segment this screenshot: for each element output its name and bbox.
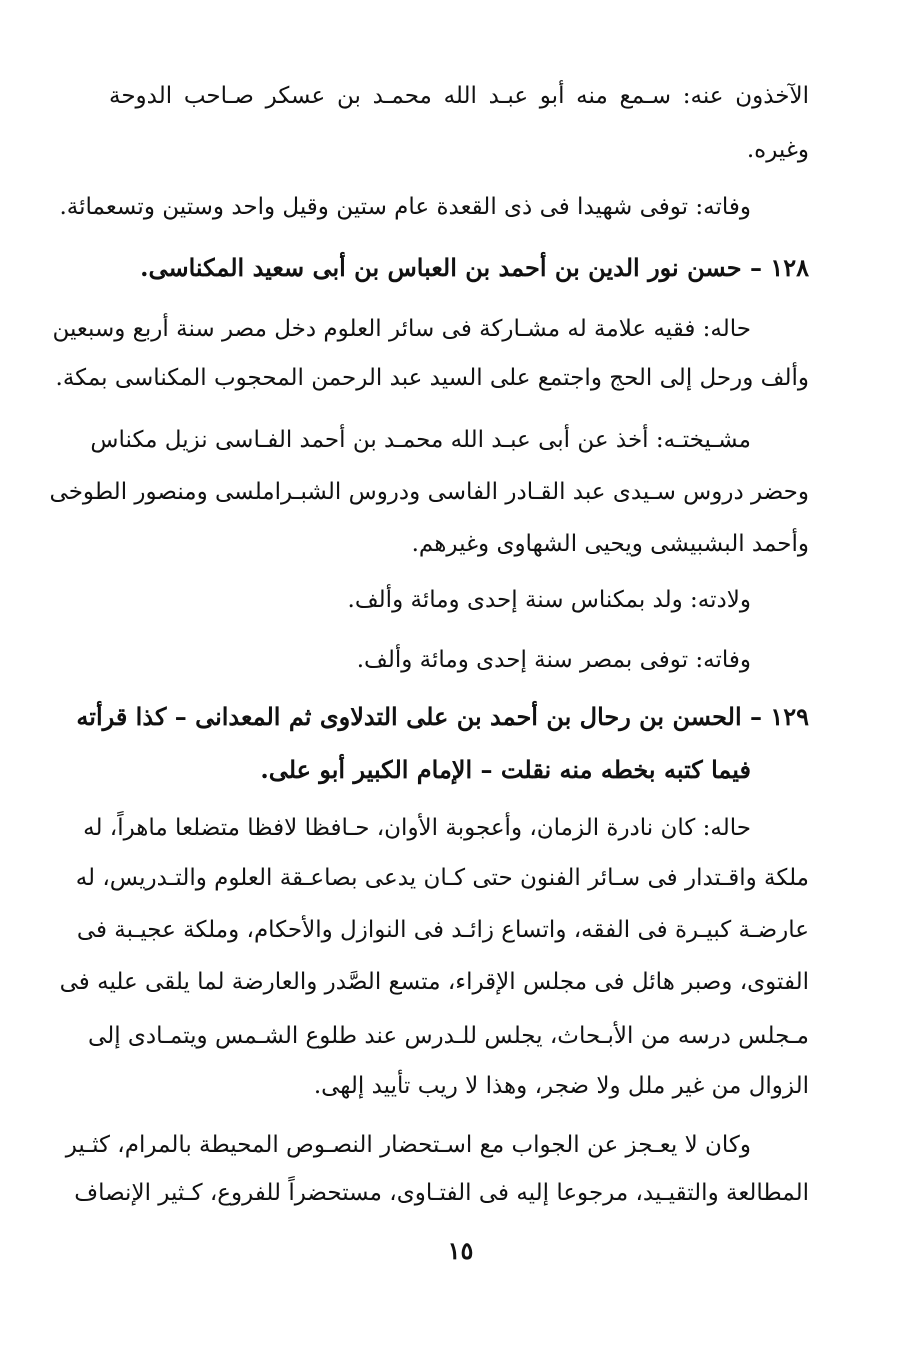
text-line-10: ولادته: ولد بمكناس سنة إحدى ومائة وألف.: [347, 587, 751, 613]
text-line-18: مـجلس درسه من الأبـحاث، يجلس للـدرس عند طلوع الشـمس ويتمـادى إلى: [88, 1023, 809, 1049]
text-line-19: الزوال من غير ملل ولا ضجر، وهذا لا ريب تأييد إلهى.: [313, 1073, 809, 1099]
text-line-9: وأحمد البشبيشى ويحيى الشهاوى وغيرهم.: [411, 531, 809, 557]
text-line-15: ملكة واقـتدار فى سـائر الفنون حتى كـان يدعى بصاعـقة العلوم والتـدريس، له: [75, 865, 809, 891]
text-line-5: حاله: فقيه علامة له مشـاركة فى سائر العلوم دخل مصر سنة أربع وسبعين: [52, 316, 751, 342]
text-line-2: وغيره.: [746, 137, 809, 163]
entry-129-heading: ١٢٩ – الحسن بن رحال بن أحمد بن على التدلاوى ثم المعدانى – كذا قرأته: [76, 702, 809, 731]
entry-128-heading: ١٢٨ – حسن نور الدين بن أحمد بن العباس بن أبى سعيد المكناسى.: [140, 253, 809, 282]
text-line-8: وحضر دروس سـيدى عبد القـادر الفاسى ودروس الشبـراملسى ومنصور الطوخى: [49, 479, 809, 505]
text-line-11: وفاته: توفى بمصر سنة إحدى ومائة وألف.: [356, 647, 751, 673]
text-line-1: الآخذون عنه: سـمع منه أبو عبـد الله محمـد بن عسكر صـاحب الدوحة: [109, 83, 809, 109]
text-line-14: حاله: كان نادرة الزمان، وأعجوبة الأوان، حـافظا لافظا متضلعا ماهراً، له: [83, 815, 751, 841]
text-line-3: وفاته: توفى شهيدا فى ذى القعدة عام ستين وقيل واحد وستين وتسعمائة.: [59, 194, 751, 220]
page-number: ١٥: [447, 1236, 474, 1265]
text-line-17: الفتوى، وصبر هائل فى مجلس الإقراء، متسع الصَّدر والعارضة لما يلقى عليه فى: [59, 969, 809, 995]
text-line-21: المطالعة والتقيـيد، مرجوعا إليه فى الفتـاوى، مستحضراً للفروع، كـثير الإنصاف: [74, 1180, 809, 1206]
text-line-6: وألف ورحل إلى الحج واجتمع على السيد عبد الرحمن المحجوب المكناسى بمكة.: [55, 365, 809, 391]
text-line-7: مشـيختـه: أخذ عن أبى عبـد الله محمـد بن أحمد الفـاسى نزيل مكناس: [90, 427, 751, 453]
entry-129-heading-cont: فيما كتبه بخطه منه نقلت – الإمام الكبير أبو على.: [260, 755, 751, 784]
text-line-16: عارضـة كبيـرة فى الفقه، واتساع زائـد فى النوازل والأحكام، وملكة عجيـبة فى: [76, 917, 809, 943]
text-line-20: وكان لا يعـجز عن الجواب مع اسـتحضار النصـوص المحيطة بالمرام، كثـير: [65, 1132, 751, 1158]
